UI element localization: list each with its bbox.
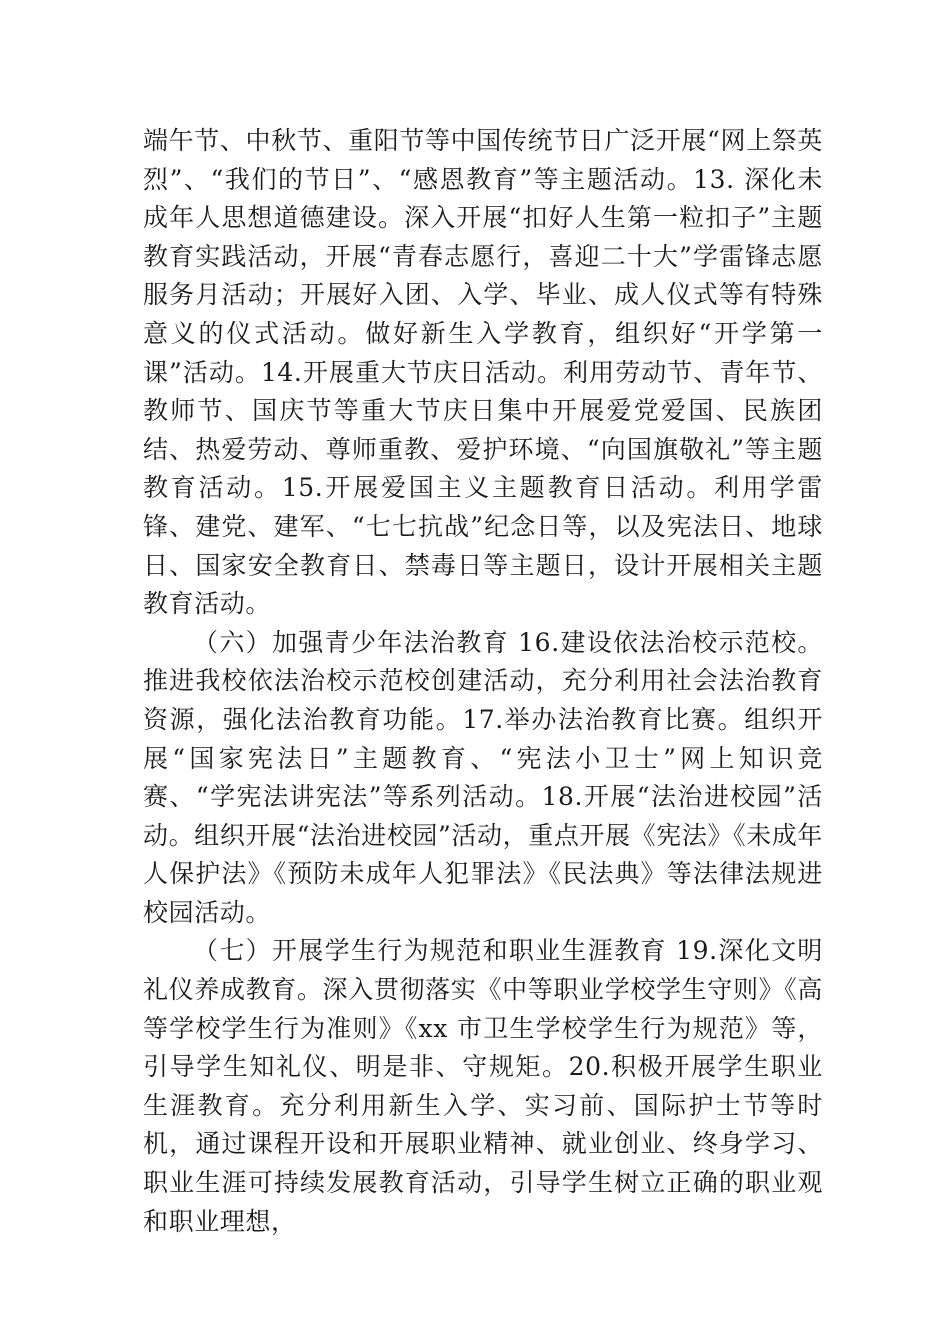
paragraph-traditional-festivals: 端午节、中秋节、重阳节等中国传统节日广泛开展“网上祭英烈”、“我们的节日”、“感恩教育”等主题活动。13. 深化未成年人思想道德建设。深入开展“扣好人生第一粒扣子”主题教育实践活动，开展“青春志愿行，喜迎二十大”学雷锋志愿服务月活动；开展好入团、入学、毕业、成人仪式等有特殊意义的仪式活动。做好新生入学教育，组织好“开学第一课”活动。14.开展重大节庆日活动。利用劳动节、青年节、教师节、国庆节等重大节庆日集中开展爱党爱国、民族团结、热爱劳动、尊师重教、爱护环境、“向国旗敬礼”等主题教育活动。15.开展爱国主义主题教育日活动。利用学雷锋、建党、建军、“七七抗战”纪念日等，以及宪法日、地球日、国家安全教育日、禁毒日等主题日，设计开展相关主题教育活动。 <box>143 126 823 619</box>
document-body <box>143 122 823 1241</box>
paragraph-legal-education: （六）加强青少年法治教育 16.建设依法治校示范校。推进我校依法治校示范校创建活动，充分利用社会法治教育资源，强化法治教育功能。17.举办法治教育比赛。组织开展“国家宪法日”主题教育、“宪法小卫士”网上知识竞赛、“学宪法讲宪法”等系列活动。18.开展“法治进校园”活动。组织开展“法治进校园”活动，重点开展《宪法》《未成年人保护法》《预防未成年人犯罪法》《民法典》等法律法规进校园活动。 <box>143 627 823 927</box>
paragraph-conduct-career: （七）开展学生行为规范和职业生涯教育 19.深化文明礼仪养成教育。深入贯彻落实《中等职业学校学生守则》《高等学校学生行为准则》《xx 市卫生学校学生行为规范》等，引导学生知礼仪、明是非、守规矩。20.积极开展学生职业生涯教育。充分利用新生入学、实习前、国际护士节等时机，通过课程开设和开展职业精神、就业创业、终身学习、职业生涯可持续发展教育活动，引导学生树立正确的职业观和职业理想， <box>143 936 823 1236</box>
